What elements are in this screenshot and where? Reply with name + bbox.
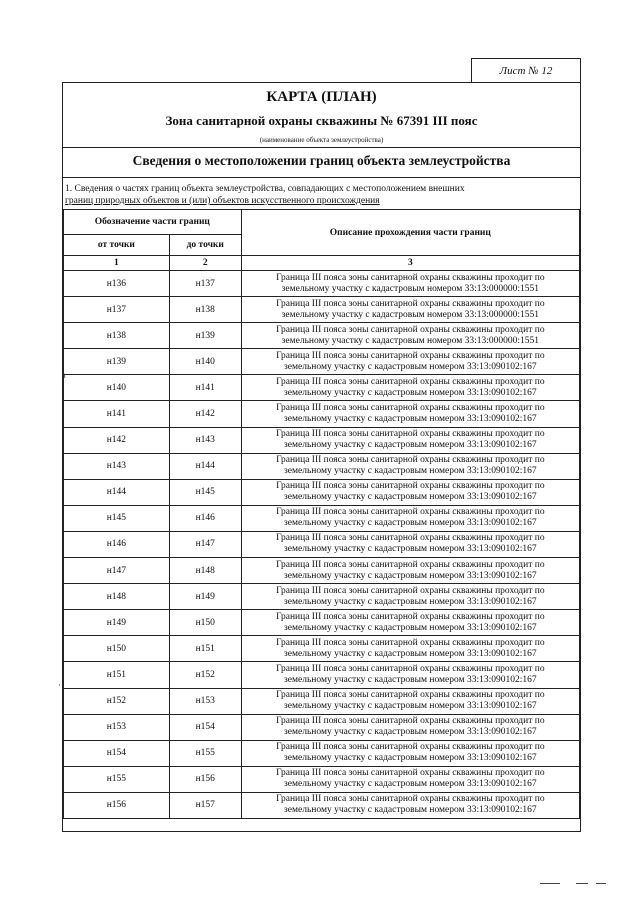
footer-mark [540,883,560,884]
table-row [64,323,580,349]
from-point-cell: н146 [64,531,170,557]
table-row [64,375,580,401]
boundary-table [63,209,580,819]
description-line-2: земельному участку с кадастровым номером 33:13:090102:167 [284,779,537,790]
from-point-cell: н138 [64,323,170,349]
table-row [64,479,580,505]
description-cell [241,349,579,375]
zone-title: Зона санитарной охраны скважины № 67391 III пояс [165,113,478,128]
col-to-header: до точки [169,235,241,256]
description-line-1: Граница III пояса зоны санитарной охраны скважины проходит по [276,690,545,701]
description-line-2: земельному участку с кадастровым номером 33:13:090102:167 [284,753,537,764]
table-row [64,401,580,427]
description-cell [241,792,579,818]
divider [63,177,580,178]
description-cell [241,584,579,610]
description-line-2: земельному участку с кадастровым номером 33:13:090102:167 [284,701,537,712]
table-row [64,349,580,375]
from-point-cell: н144 [64,479,170,505]
margin-dot: · [58,680,61,690]
object-name-note: (наименование объекта землеустройства) [259,136,384,144]
table-row [64,662,580,688]
description-line-1: Граница III пояса зоны санитарной охраны скважины проходит по [276,559,545,570]
table-row [64,558,580,584]
to-point-cell: н148 [169,558,241,584]
description-cell [241,479,579,505]
footer-mark [596,883,606,884]
description-line-2: земельному участку с кадастровым номером 33:13:090102:167 [284,492,537,503]
subsection-line-1: 1. Сведения о частях границ объекта землеустройства, совпадающих с местоположением внешних [65,184,465,194]
document-frame [62,82,581,832]
description-line-2: земельному участку с кадастровым номером 33:13:090102:167 [284,648,537,659]
table-row [64,610,580,636]
description-line-1: Граница III пояса зоны санитарной охраны скважины проходит по [276,272,545,283]
description-line-2: земельному участку с кадастровым номером 33:13:090102:167 [284,414,537,425]
sheet-number-label: Лист № 12 [471,58,581,82]
description-cell [241,662,579,688]
description-cell [241,688,579,714]
description-line-2: земельному участку с кадастровым номером 33:13:090102:167 [284,466,537,477]
to-point-cell: н141 [169,375,241,401]
description-cell [241,323,579,349]
description-line-2: земельному участку с кадастровым номером 33:13:000000:1551 [281,309,540,320]
col-num-2: 2 [169,256,241,271]
description-line-1: Граница III пояса зоны санитарной охраны скважины проходит по [276,455,545,466]
description-cell [241,297,579,323]
description-cell [241,453,579,479]
to-point-cell: н143 [169,427,241,453]
description-line-2: земельному участку с кадастровым номером 33:13:000000:1551 [281,283,540,294]
description-cell [241,740,579,766]
section-title: Сведения о местоположении границ объекта землеустройства [132,153,511,168]
from-point-cell: н140 [64,375,170,401]
col-num-1: 1 [64,256,170,271]
description-line-2: земельному участку с кадастровым номером 33:13:090102:167 [284,518,537,529]
to-point-cell: н147 [169,531,241,557]
to-point-cell: н138 [169,297,241,323]
description-line-1: Граница III пояса зоны санитарной охраны скважины проходит по [276,611,545,622]
description-cell [241,714,579,740]
col-group-header: Обозначение части границ [64,210,242,235]
margin-mark: з [62,370,66,380]
col-desc-header: Описание прохождения части границ [241,210,579,256]
description-cell [241,558,579,584]
from-point-cell: н156 [64,792,170,818]
to-point-cell: н156 [169,766,241,792]
to-point-cell: н152 [169,662,241,688]
document-title: КАРТА (ПЛАН) [266,89,377,105]
col-from-header: от точки [64,235,170,256]
from-point-cell: н150 [64,636,170,662]
to-point-cell: н142 [169,401,241,427]
table-row [64,714,580,740]
table-row [64,792,580,818]
to-point-cell: н151 [169,636,241,662]
table-row [64,505,580,531]
to-point-cell: н153 [169,688,241,714]
to-point-cell: н140 [169,349,241,375]
to-point-cell: н145 [169,479,241,505]
from-point-cell: н139 [64,349,170,375]
table-row [64,531,580,557]
table-row [64,584,580,610]
from-point-cell: н145 [64,505,170,531]
to-point-cell: н157 [169,792,241,818]
table-row [64,297,580,323]
from-point-cell: н148 [64,584,170,610]
description-line-1: Граница III пояса зоны санитарной охраны скважины проходит по [276,403,545,414]
description-line-1: Граница III пояса зоны санитарной охраны скважины проходит по [276,429,545,440]
to-point-cell: н149 [169,584,241,610]
divider [63,147,580,148]
description-line-1: Граница III пояса зоны санитарной охраны скважины проходит по [276,716,545,727]
subsection-heading [65,183,565,207]
from-point-cell: н153 [64,714,170,740]
description-line-2: земельному участку с кадастровым номером 33:13:090102:167 [284,570,537,581]
description-line-1: Граница III пояса зоны санитарной охраны скважины проходит по [276,324,545,335]
description-cell [241,610,579,636]
description-line-1: Граница III пояса зоны санитарной охраны скважины проходит по [276,637,545,648]
subsection-line-2: границ природных объектов и (или) объектов искусственного происхождения [65,196,380,206]
description-line-1: Граница III пояса зоны санитарной охраны скважины проходит по [276,768,545,779]
description-line-2: земельному участку с кадастровым номером 33:13:090102:167 [284,727,537,738]
col-num-3: 3 [241,256,579,271]
description-cell [241,531,579,557]
description-line-2: земельному участку с кадастровым номером 33:13:090102:167 [284,805,537,816]
description-line-2: земельному участку с кадастровым номером 33:13:090102:167 [284,674,537,685]
description-line-1: Граница III пояса зоны санитарной охраны скважины проходит по [276,663,545,674]
description-line-1: Граница III пояса зоны санитарной охраны скважины проходит по [276,481,545,492]
description-line-2: земельному участку с кадастровым номером 33:13:090102:167 [284,440,537,451]
description-line-1: Граница III пояса зоны санитарной охраны скважины проходит по [276,533,545,544]
description-line-1: Граница III пояса зоны санитарной охраны скважины проходит по [276,507,545,518]
from-point-cell: н155 [64,766,170,792]
to-point-cell: н154 [169,714,241,740]
table-row [64,427,580,453]
from-point-cell: н143 [64,453,170,479]
description-cell [241,636,579,662]
description-cell [241,401,579,427]
to-point-cell: н146 [169,505,241,531]
description-line-1: Граница III пояса зоны санитарной охраны скважины проходит по [276,298,545,309]
description-line-2: земельному участку с кадастровым номером 33:13:090102:167 [284,544,537,555]
from-point-cell: н136 [64,271,170,297]
table-row [64,636,580,662]
table-row [64,453,580,479]
description-line-2: земельному участку с кадастровым номером 33:13:000000:1551 [281,335,540,346]
description-cell [241,766,579,792]
description-line-1: Граница III пояса зоны санитарной охраны скважины проходит по [276,742,545,753]
table-row [64,740,580,766]
from-point-cell: н147 [64,558,170,584]
description-cell [241,375,579,401]
from-point-cell: н154 [64,740,170,766]
to-point-cell: н150 [169,610,241,636]
description-line-1: Граница III пояса зоны санитарной охраны скважины проходит по [276,376,545,387]
description-line-1: Граница III пояса зоны санитарной охраны скважины проходит по [276,585,545,596]
table-row [64,766,580,792]
to-point-cell: н139 [169,323,241,349]
table-row [64,271,580,297]
description-line-2: земельному участку с кадастровым номером 33:13:090102:167 [284,596,537,607]
footer-mark [576,883,588,884]
from-point-cell: н137 [64,297,170,323]
from-point-cell: н149 [64,610,170,636]
description-line-1: Граница III пояса зоны санитарной охраны скважины проходит по [276,794,545,805]
description-line-1: Граница III пояса зоны санитарной охраны скважины проходит по [276,350,545,361]
to-point-cell: н137 [169,271,241,297]
description-line-2: земельному участку с кадастровым номером 33:13:090102:167 [284,622,537,633]
description-cell [241,427,579,453]
description-cell [241,505,579,531]
to-point-cell: н144 [169,453,241,479]
to-point-cell: н155 [169,740,241,766]
from-point-cell: н142 [64,427,170,453]
from-point-cell: н152 [64,688,170,714]
description-line-2: земельному участку с кадастровым номером 33:13:090102:167 [284,361,537,372]
description-cell [241,271,579,297]
table-row [64,688,580,714]
description-line-2: земельному участку с кадастровым номером 33:13:090102:167 [284,387,537,398]
from-point-cell: н141 [64,401,170,427]
from-point-cell: н151 [64,662,170,688]
